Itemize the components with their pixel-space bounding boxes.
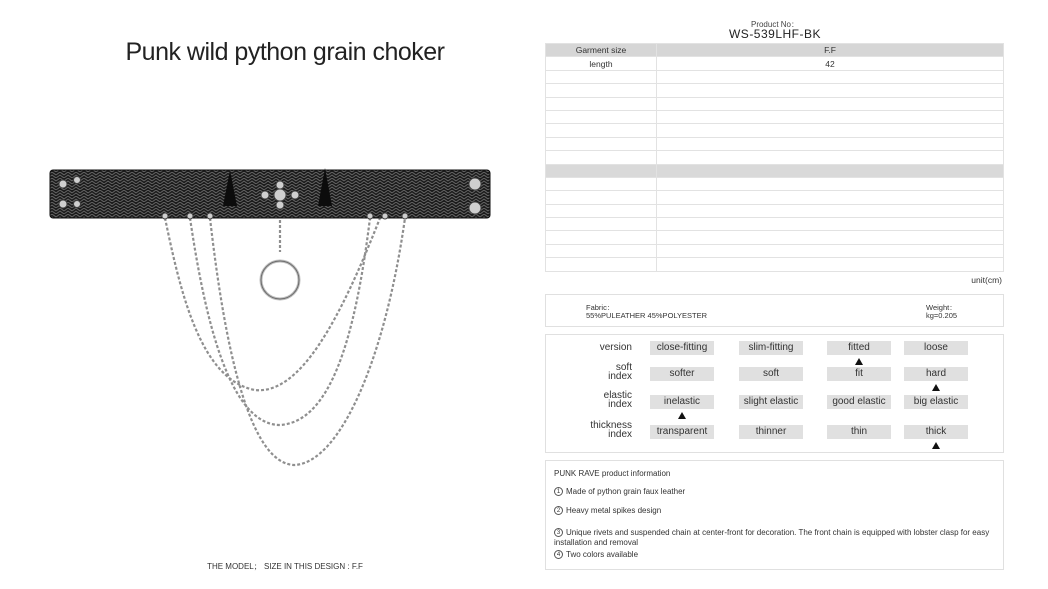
fit-option: softer [650,367,714,381]
info-item [554,506,994,516]
row-value-length: 42 [657,57,1004,70]
fit-option: soft [739,367,803,381]
choker-image [40,160,500,480]
fit-option: good elastic [827,395,891,409]
header-size-ff: F.F [657,44,1004,57]
number-badge: 4 [554,550,563,559]
header-garment-size: Garment size [546,44,657,57]
table-row [546,151,1004,164]
fit-option: slim-fitting [739,341,803,355]
fit-option: close-fitting [650,341,714,355]
table-row [546,124,1004,137]
fit-row-label: thickness index [590,420,632,440]
info-item-text: Unique rivets and suspended chain at center-front for decoration. The front chain is equipped with lobster clasp for easy installation and removal [554,528,990,547]
model-size-note: THE MODEL； SIZE IN THIS DESIGN : F.F [207,562,363,571]
fit-option: loose [904,341,968,355]
product-no: WS-539LHF-BK [728,27,822,41]
table-row [546,177,1004,190]
info-item [554,550,994,560]
size-table [545,43,1004,272]
table-row [546,57,1004,70]
info-item-text: Heavy metal spikes design [566,506,662,515]
weight-label: Weight： [926,303,957,312]
unit-label: unit(cm) [971,275,1002,285]
number-badge: 2 [554,506,563,515]
table-row [546,231,1004,244]
info-title: PUNK RAVE product information [554,469,671,478]
number-badge: 3 [554,528,563,537]
fit-option: fitted [827,341,891,355]
fit-option: inelastic [650,395,714,409]
info-item [554,528,994,548]
product-no-label: Product No： [750,20,800,29]
table-row [546,218,1004,231]
selected-arrow-icon [932,384,940,391]
fit-option: big elastic [904,395,968,409]
table-row [546,164,1004,177]
fit-row-label: soft index [608,362,632,382]
info-item-text: Two colors available [566,550,639,559]
fit-option: slight elastic [739,395,803,409]
size-table-header-row [546,44,1004,57]
weight-value: kg=0.205 [926,311,958,320]
fit-index-box [545,334,1004,453]
table-row [546,70,1004,83]
table-row [546,191,1004,204]
fabric-value: 55%PULEATHER 45%POLYESTER [586,311,708,320]
info-item [554,487,994,497]
fit-option: thin [827,425,891,439]
fit-row-label: elastic index [603,390,632,410]
fit-row-label: version [599,342,632,353]
selected-arrow-icon [678,412,686,419]
selected-arrow-icon [855,358,863,365]
fit-option: hard [904,367,968,381]
fit-option: thinner [739,425,803,439]
table-row [546,204,1004,217]
table-row [546,97,1004,110]
number-badge: 1 [554,487,563,496]
fabric-box [545,294,1004,327]
product-title: Punk wild python grain choker [125,38,445,66]
fit-option: thick [904,425,968,439]
fabric-label: Fabric： [586,303,615,312]
table-row [546,244,1004,257]
table-row [546,258,1004,271]
table-row [546,137,1004,150]
info-item-text: Made of python grain faux leather [566,487,686,496]
fit-option: fit [827,367,891,381]
table-row [546,84,1004,97]
row-label-length: length [546,57,657,70]
selected-arrow-icon [932,442,940,449]
product-info-box [545,460,1004,570]
table-row [546,110,1004,123]
fit-option: transparent [650,425,714,439]
